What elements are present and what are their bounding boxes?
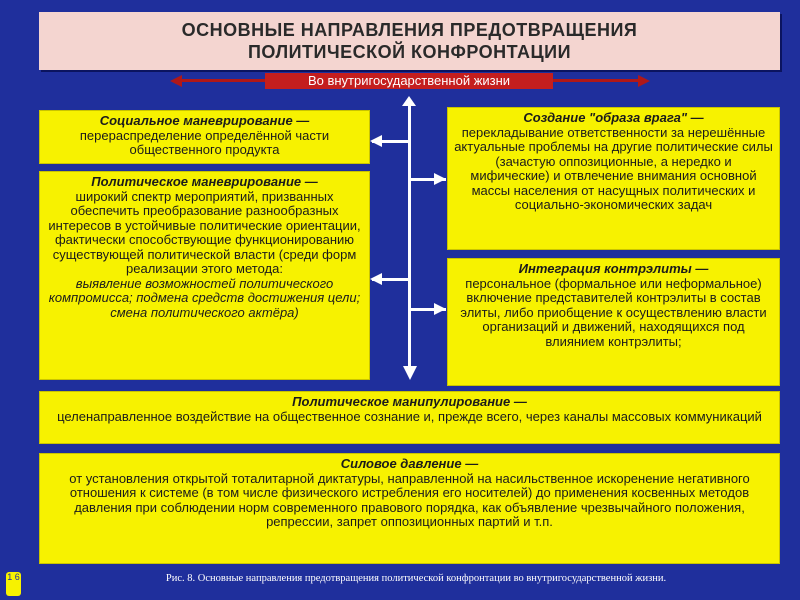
- title-box: [39, 12, 780, 70]
- box-social-maneuvering: [39, 110, 370, 164]
- page-number-badge: 1 6: [6, 572, 21, 596]
- box-force-pressure: [39, 453, 780, 564]
- box-enemy-body: перекладывание ответственности за нерешённые актуальные проблемы на другие политические силы (зачастую оппозиционные, а нередко и мифические) и отвлечение внимания основной массы населения от насущных политических и социально-экономических задач: [454, 124, 773, 212]
- box-political-head: Политическое маневрирование —: [91, 174, 318, 189]
- branch-right-arrow-icon: [434, 303, 446, 315]
- axis-bottom-arrow-icon: [403, 366, 417, 380]
- subtitle-label: Во внутригосударственной жизни: [265, 73, 553, 89]
- box-political-body: широкий спектр мероприятий, призванных обеспечить преобразование разнообразных интересов в устойчивые политические ориентации, фактически способствующие функционированию существующей политической власти (среди форм реализации этого метода:: [48, 188, 361, 276]
- title-line-1: ОСНОВНЫЕ НАПРАВЛЕНИЯ ПРЕДОТВРАЩЕНИЯ: [181, 20, 638, 40]
- subtitle-arrow-right-icon: [638, 75, 650, 87]
- box-enemy-image: [447, 107, 780, 250]
- figure-caption: Рис. 8. Основные направления предотвращения политической конфронтации во внутригосударственной жизни.: [165, 573, 667, 584]
- title-line-2: ПОЛИТИЧЕСКОЙ КОНФРОНТАЦИИ: [247, 42, 572, 62]
- box-social-body: перераспределение определённой части общественного продукта: [79, 127, 330, 157]
- subtitle-arrow-left-icon: [170, 75, 182, 87]
- branch-right-arrow-icon: [434, 173, 446, 185]
- branch-left-arrow-icon: [370, 273, 382, 285]
- subtitle-bar: [180, 73, 640, 89]
- box-manipulation-body: целенаправленное воздействие на общественное сознание и, прежде всего, через каналы массовых коммуникаций: [57, 408, 762, 424]
- box-manipulation-head: Политическое манипулирование —: [292, 394, 527, 409]
- box-integration-body: персональное (формальное или неформальное) включение представителей контрэлиты в состав элиты, либо приобщение к осуществлению власти организаций и движений, находящихся под влиянием контрэлиты;: [460, 275, 767, 349]
- box-force-head: Силовое давление —: [340, 456, 479, 471]
- box-force-body: от установления открытой тоталитарной диктатуры, направленной на насильственное искоренение негативного отношения к системе (в том числе физического истребления его носителей) до применения косвенных методов давления при соблюдении норм современного правового порядка, как объявление чрезвычайного положения, репрессии, запрет оппозиционных партий и т.п.: [69, 470, 750, 529]
- box-social-head: Социальное маневрирование —: [99, 113, 310, 128]
- box-integration-head: Интеграция контрэлиты —: [518, 261, 709, 276]
- box-counter-elite-integration: [447, 258, 780, 386]
- box-enemy-head: Создание "образа врага" —: [523, 110, 704, 125]
- box-political-manipulation: [39, 391, 780, 444]
- box-political-maneuvering: [39, 171, 370, 380]
- branch-left-arrow-icon: [370, 135, 382, 147]
- box-political-italic: выявление возможностей политического компромисса; подмена средств достижения цели; смена политического актёра): [48, 275, 361, 320]
- axis-top-arrow-icon: [402, 96, 416, 106]
